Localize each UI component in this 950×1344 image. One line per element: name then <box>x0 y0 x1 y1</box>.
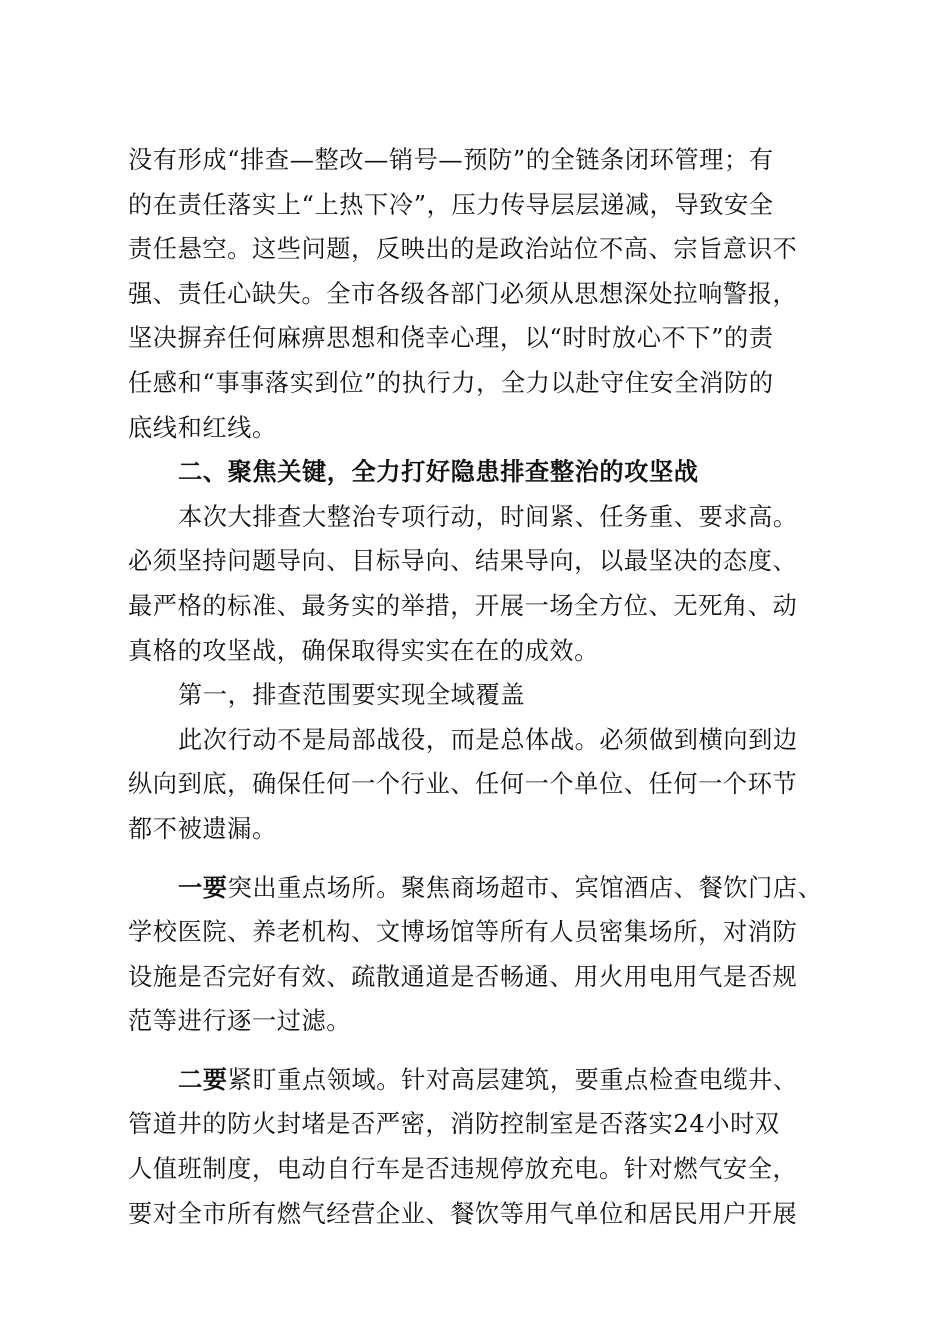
text-line: 学校医院、养老机构、文博场馆等所有人员密集场所，对消防 <box>128 918 798 947</box>
lead-text: 突出重点场所。聚焦商场超市、宾馆酒店、餐饮门店、 <box>227 873 823 902</box>
text-line: 都不被遗漏。 <box>128 814 277 843</box>
text-line: 强、责任心缺失。全市各级各部门必须从思想深处拉响警报， <box>128 279 798 308</box>
paragraph-campaign <box>128 495 828 673</box>
paragraph-key-fields <box>128 1058 828 1236</box>
text-line: 没有形成“排查—整改—销号—预防”的全链条闭环管理；有 <box>128 146 774 174</box>
text-line: 此次行动不是局部战役，而是总体战。必须做到横向到边 <box>178 725 798 754</box>
text-line: 任感和“事事落实到位”的执行力，全力以赴守住安全消防的 <box>128 368 774 397</box>
text-line: 责任悬空。这些问题，反映出的是政治站位不高、宗旨意识不 <box>128 235 798 264</box>
text-line: 人值班制度，电动自行车是否违规停放充电。针对燃气安全， <box>128 1155 798 1184</box>
text-line: 纵向到底，确保任何一个行业、任何一个单位、任何一个环节 <box>128 770 798 799</box>
text-line: 管道井的防火封堵是否严密，消防控制室是否落实24小时双 <box>128 1110 780 1139</box>
text-line: 真格的攻坚战，确保取得实实在在的成效。 <box>128 636 599 665</box>
text-line: 必须坚持问题导向、目标导向、结果导向，以最坚决的态度、 <box>128 547 798 576</box>
subsection-heading: 第一，排查范围要实现全域覆盖 <box>178 681 526 710</box>
lead-term: 一要 <box>178 872 228 902</box>
text-line: 本次大排查大整治专项行动，时间紧、任务重、要求高。 <box>178 502 798 531</box>
text-line: 要对全市所有燃气经营企业、餐饮等用气单位和居民用户开展 <box>128 1199 798 1228</box>
text-line: 设施是否完好有效、疏散通道是否畅通、用火用电用气是否规 <box>128 962 798 991</box>
paragraph-responsibility <box>128 138 828 450</box>
text-line <box>128 866 828 911</box>
text-line: 最严格的标准、最务实的举措，开展一场全方位、无死角、动 <box>128 591 798 620</box>
text-line: 范等进行逐一过滤。 <box>128 1007 352 1036</box>
paragraph-coverage <box>128 718 828 852</box>
text-line: 坚决摒弃任何麻痹思想和侥幸心理，以“时时放心不下”的责 <box>128 324 774 353</box>
text-line: 底线和红线。 <box>128 413 277 442</box>
lead-term: 二要 <box>178 1064 228 1094</box>
paragraph-key-places <box>128 866 828 1044</box>
section-heading: 二、聚焦关键，全力打好隐患排查整治的攻坚战 <box>178 457 699 487</box>
lead-text: 紧盯重点领域。针对高层建筑，要重点检查电缆井、 <box>227 1065 798 1094</box>
document-page <box>128 138 828 1236</box>
text-line <box>128 1058 828 1103</box>
text-line: 的在责任落实上“上热下冷”，压力传导层层递减，导致安全 <box>128 190 774 219</box>
